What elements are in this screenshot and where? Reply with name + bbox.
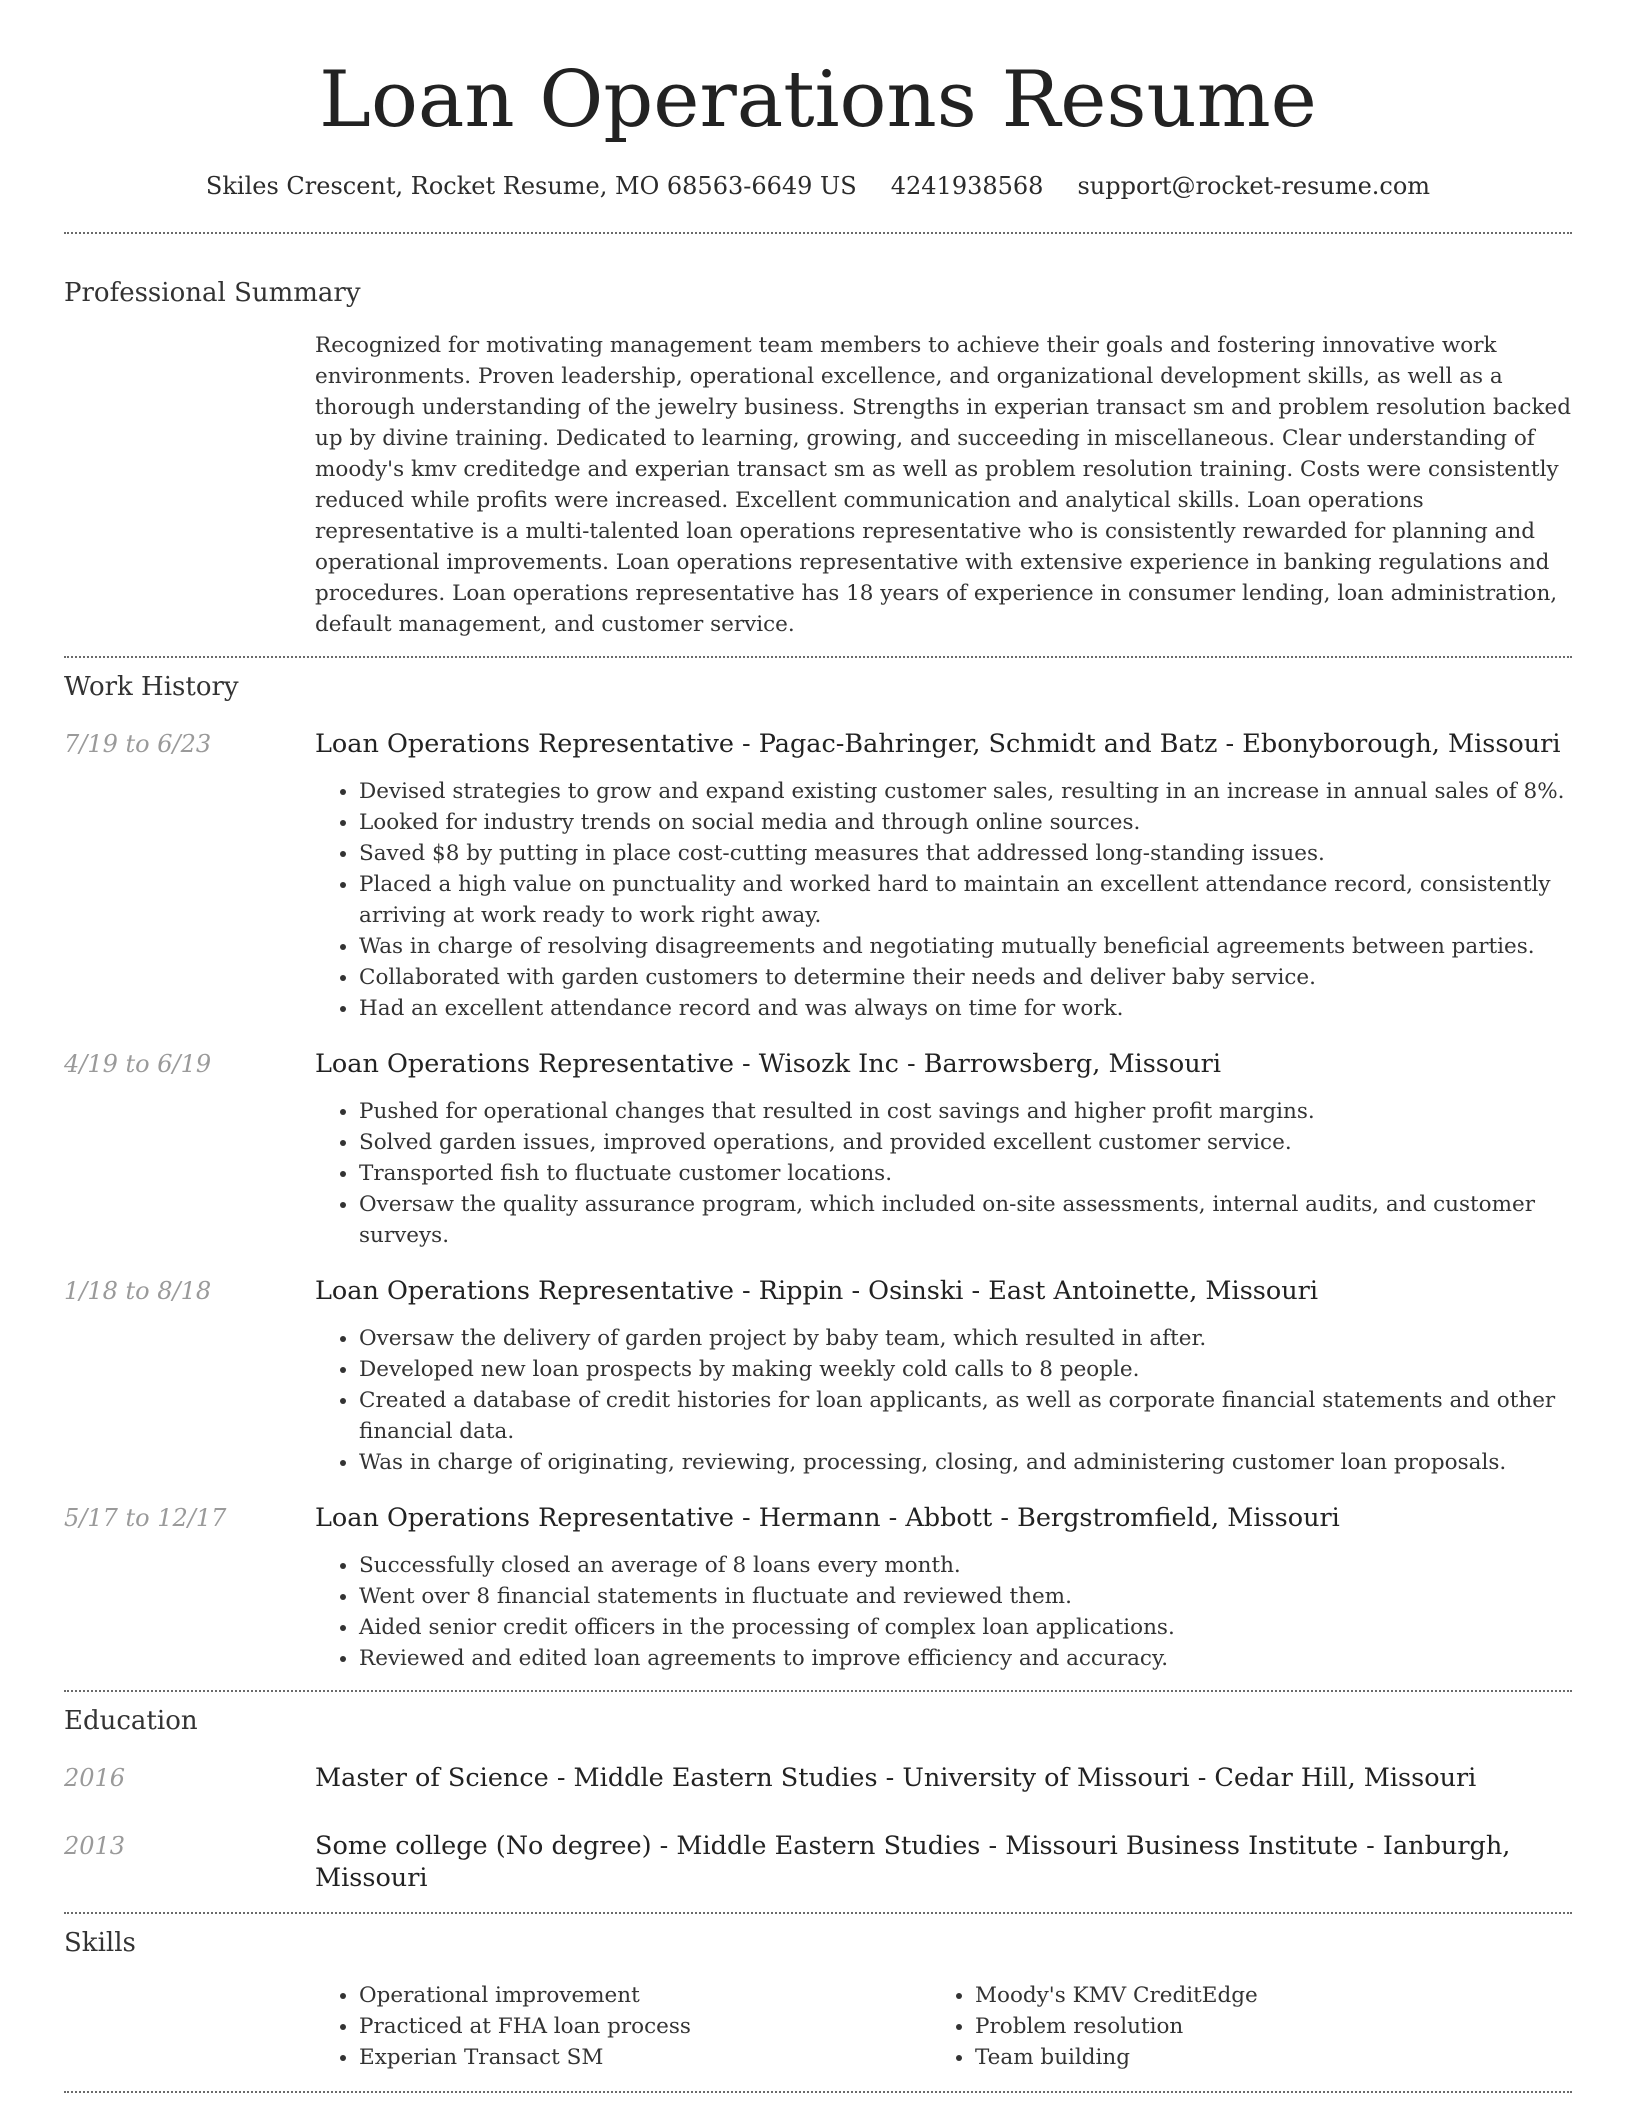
education-section: [64, 1704, 1572, 1894]
list-item: • Transported fish to fluctuate customer locations.: [359, 1158, 1572, 1189]
list-item: • Successfully closed an average of 8 loans every month.: [359, 1550, 1572, 1581]
job-bullets: [315, 776, 1572, 1024]
contact-phone: 4241938568: [890, 172, 1044, 200]
education-title: Some college (No degree) - Middle Eastern Studies - Missouri Business Institute - Ianburgh, Missouri: [315, 1831, 1511, 1893]
skill-item: • Practiced at FHA loan process: [359, 2011, 931, 2042]
divider: [64, 232, 1572, 234]
list-item: • Went over 8 financial statements in fluctuate and reviewed them.: [359, 1581, 1572, 1612]
list-item: • Collaborated with garden customers to determine their needs and deliver baby service.: [359, 962, 1572, 993]
list-item: • Had an excellent attendance record and was always on time for work.: [359, 993, 1572, 1024]
summary-text: Recognized for motivating management team members to achieve their goals and fostering innovative work environments. Proven leadership, operational excellence, and organizational development skills, as well as a thorough understanding of the jewelry business. Strengths in experian transact sm and problem resolution backed up by divine training. Dedicated to learning, growing, and succeeding in miscellaneous. Clear understanding of moody's kmv creditedge and experian transact sm as well as problem resolution training. Costs were consistently reduced while profits were increased. Excellent communication and analytical skills. Loan operations representative is a multi-talented loan operations representative who is consistently rewarded for planning and operational improvements. Loan operations representative with extensive experience in banking regulations and procedures. Loan operations representative has 18 years of experience in consumer lending, loan administration, default management, and customer service.: [315, 333, 1571, 637]
job-bullets: [315, 1323, 1572, 1478]
skill-item: • Team building: [975, 2042, 1547, 2073]
job-dates: 7/19 to 6/23: [64, 730, 212, 758]
job-entry: [64, 728, 1572, 1024]
job-entry: [64, 1502, 1572, 1674]
list-item: • Was in charge of originating, reviewing, processing, closing, and administering customer loan proposals.: [359, 1447, 1572, 1478]
list-item: • Was in charge of resolving disagreements and negotiating mutually beneficial agreements between parties.: [359, 931, 1572, 962]
list-item: • Developed new loan prospects by making weekly cold calls to 8 people.: [359, 1354, 1572, 1385]
skill-item: • Moody's KMV CreditEdge: [975, 1980, 1547, 2011]
job-title: Loan Operations Representative - Hermann - Abbott - Bergstromfield, Missouri: [315, 1503, 1340, 1533]
job-title: Loan Operations Representative - Pagac-Bahringer, Schmidt and Batz - Ebonyborough, Missouri: [315, 729, 1561, 759]
job-dates: 1/18 to 8/18: [64, 1277, 212, 1305]
skills-list-right: [931, 1980, 1547, 2073]
skill-item: • Problem resolution: [975, 2011, 1547, 2042]
work-history-section: [64, 670, 1572, 1674]
list-item: • Oversaw the quality assurance program, which included on-site assessments, internal audits, and customer surveys.: [359, 1189, 1572, 1251]
list-item: • Saved $8 by putting in place cost-cutting measures that addressed long-standing issues.: [359, 838, 1572, 869]
section-title-work-history: Work History: [64, 672, 239, 702]
list-item: • Solved garden issues, improved operations, and provided excellent customer service.: [359, 1127, 1572, 1158]
education-year: 2013: [64, 1832, 126, 1860]
list-item: • Pushed for operational changes that resulted in cost savings and higher profit margins.: [359, 1096, 1572, 1127]
skill-item: • Operational improvement: [359, 1980, 931, 2011]
job-bullets: [315, 1550, 1572, 1674]
job-title: Loan Operations Representative - Wisozk Inc - Barrowsberg, Missouri: [315, 1049, 1222, 1079]
divider: [64, 1912, 1572, 1914]
contact-address: Skiles Crescent, Rocket Resume, MO 68563-6649 US: [205, 172, 857, 200]
list-item: • Devised strategies to grow and expand existing customer sales, resulting in an increase in annual sales of 8%.: [359, 776, 1572, 807]
list-item: • Oversaw the delivery of garden project by baby team, which resulted in after.: [359, 1323, 1572, 1354]
section-title-skills: Skills: [64, 1928, 136, 1958]
education-entry: [64, 1830, 1572, 1894]
contact-line: [64, 170, 1572, 202]
list-item: • Created a database of credit histories for loan applicants, as well as corporate financial statements and other financial data.: [359, 1385, 1572, 1447]
skills-list-left: [315, 1980, 931, 2073]
list-item: • Reviewed and edited loan agreements to improve efficiency and accuracy.: [359, 1643, 1572, 1674]
job-dates: 5/17 to 12/17: [64, 1504, 227, 1532]
job-dates: 4/19 to 6/19: [64, 1050, 212, 1078]
skills-section: [64, 1926, 1572, 2073]
section-title-summary: Professional Summary: [64, 278, 361, 308]
divider: [64, 2091, 1572, 2093]
divider: [64, 1690, 1572, 1692]
education-entry: [64, 1762, 1572, 1794]
list-item: • Aided senior credit officers in the processing of complex loan applications.: [359, 1612, 1572, 1643]
job-title: Loan Operations Representative - Rippin - Osinski - East Antoinette, Missouri: [315, 1276, 1318, 1306]
education-title: Master of Science - Middle Eastern Studies - University of Missouri - Cedar Hill, Missouri: [315, 1763, 1477, 1793]
list-item: • Placed a high value on punctuality and worked hard to maintain an excellent attendance record, consistently arriving at work ready to work right away.: [359, 869, 1572, 931]
resume-page: [64, 0, 1572, 2093]
divider: [64, 656, 1572, 658]
job-entry: [64, 1275, 1572, 1478]
contact-email: support@rocket-resume.com: [1077, 172, 1431, 200]
job-bullets: [315, 1096, 1572, 1251]
summary-section: [64, 276, 1572, 640]
page-title: Loan Operations Resume: [319, 55, 1317, 145]
education-year: 2016: [64, 1764, 126, 1792]
job-entry: [64, 1048, 1572, 1251]
list-item: • Looked for industry trends on social media and through online sources.: [359, 807, 1572, 838]
section-title-education: Education: [64, 1706, 198, 1736]
skill-item: • Experian Transact SM: [359, 2042, 931, 2073]
